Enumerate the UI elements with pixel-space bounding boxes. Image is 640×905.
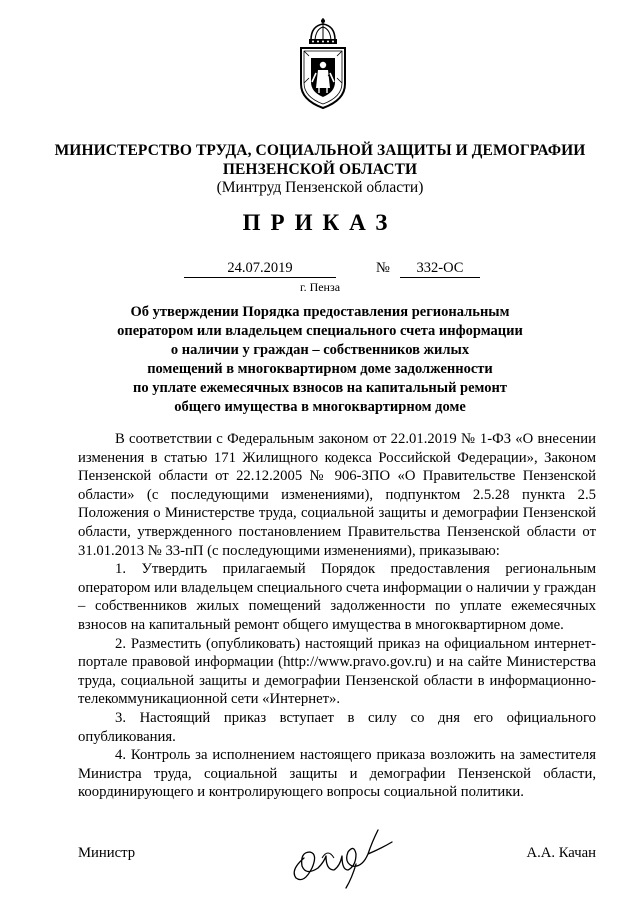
signatory-position: Министр — [78, 845, 136, 861]
document-type-title: ПРИКАЗ — [242, 210, 398, 235]
subject-line: о наличии у граждан – собственников жилых — [170, 342, 470, 358]
coat-of-arms-icon — [297, 18, 349, 110]
ministry-name-line2: ПЕНЗЕНСКОЙ ОБЛАСТИ — [222, 161, 418, 178]
subject-line: помещений в многоквартирном доме задолженности — [147, 361, 493, 377]
order-body — [78, 430, 596, 802]
preamble-paragraph: В соответствии с Федеральным законом от 22.01.2019 № 1-ФЗ «О внесении изменения в статью 171 Жилищного кодекса Российской Федерации», Законом Пензенской области от 22.12.2005 № 906-ЗПО «О Правительстве Пензенской области» (с последующими изменениями), подпунктом 2.5.28 пункта 2.5 Положения о Министерстве труда, социальной защиты и демографии Пензенской области, утвержденного постановлением Правительства Пензенской области от 31.01.2013 № 33-пП (с последующими изменениями), приказываю: — [78, 431, 596, 559]
number-sign: № — [376, 260, 390, 276]
subject-line: оператором или владельцем специального счета информации — [117, 323, 523, 339]
order-item-2: 2. Разместить (опубликовать) настоящий приказ на официальном интернет-портале правовой информации (http://www.pravo.gov.ru) и на сайте Министерства труда, социальной защиты и демографии Пензенской области в информационно-телекоммуникационной сети «Интернет». — [78, 635, 596, 708]
subject-line: Об утверждении Порядка предоставления региональным — [130, 304, 510, 320]
order-item-1: 1. Утвердить прилагаемый Порядок предоставления региональным оператором или владельцем специального счета информации о наличии у граждан – собственников жилых помещений задолженности по уплате ежемесячных взносов на капитальный ремонт общего имущества в многоквартирном доме. — [78, 561, 596, 633]
order-date: 24.07.2019 — [184, 259, 336, 278]
ministry-name — [40, 141, 600, 179]
signatory-name: А.А. Качан — [526, 845, 596, 861]
order-number: 332-ОС — [400, 259, 480, 278]
order-item-4: 4. Контроль за исполнением настоящего приказа возложить на заместителя Министра труда, социальной защиты и демографии Пензенской области, координирующего и контролирующего вопросы социальной политики. — [78, 747, 596, 801]
signature-image — [282, 818, 394, 890]
subject-line: общего имущества в многоквартирном доме — [174, 399, 466, 415]
ministry-short-name: (Минтруд Пензенской области) — [216, 179, 424, 196]
order-item-3: 3. Настоящий приказ вступает в силу со дня его официального опубликования. — [78, 709, 596, 745]
ministry-name-line1: МИНИСТЕРСТВО ТРУДА, СОЦИАЛЬНОЙ ЗАЩИТЫ И ДЕМОГРАФИИ — [54, 142, 586, 159]
issue-city: г. Пенза — [300, 280, 341, 294]
order-subject — [70, 303, 570, 417]
subject-line: по уплате ежемесячных взносов на капитальный ремонт — [133, 380, 507, 396]
